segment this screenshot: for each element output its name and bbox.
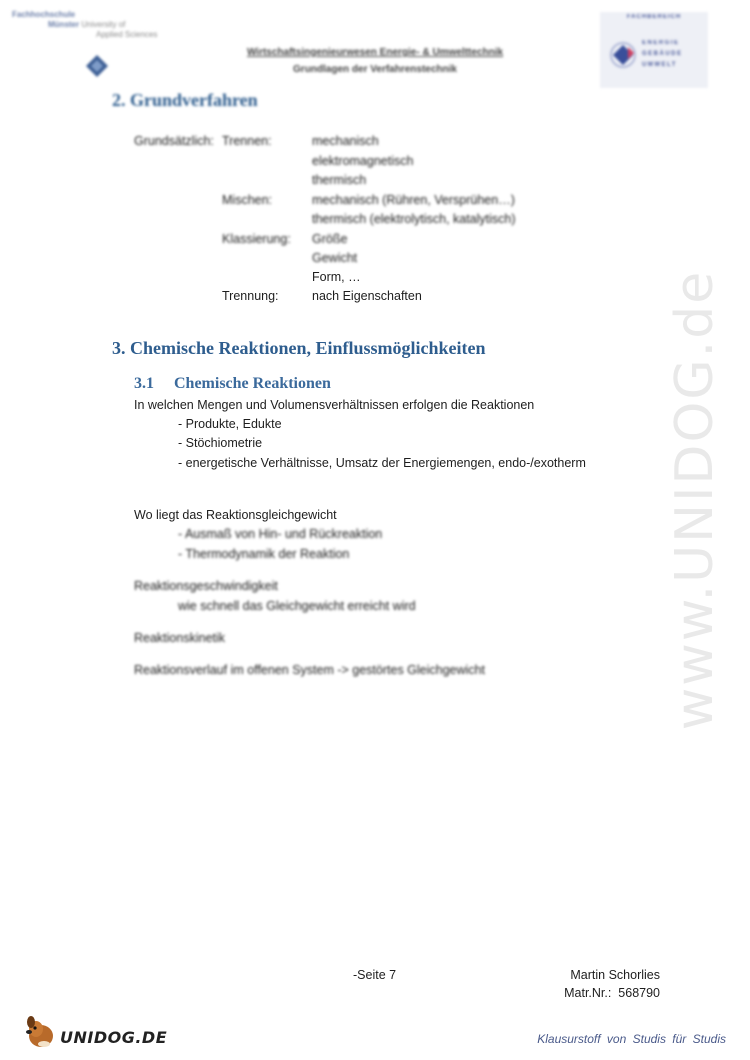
list-item: - Thermodynamik der Reaktion bbox=[178, 547, 350, 561]
kinetics-label: Reaktionskinetik bbox=[134, 631, 226, 645]
dog-icon bbox=[22, 1014, 60, 1050]
open-system-text: Reaktionsverlauf im offenen System -> gestörtes Gleichgewicht bbox=[134, 663, 485, 677]
rate-label: Reaktionsgeschwindigkeit bbox=[134, 579, 278, 593]
row-value: thermisch bbox=[312, 173, 367, 187]
section-2-heading: 2. Grundverfahren bbox=[112, 90, 258, 110]
row-label: Klassierung: bbox=[222, 232, 291, 246]
unidog-logo-text: UNIDOG.DE bbox=[60, 1028, 168, 1047]
course-title: Wirtschaftsingenieurwesen Energie- & Umwelttechnik bbox=[246, 47, 504, 58]
uni-name-1: Fachhochschule bbox=[12, 10, 76, 19]
uni-sub-1: University of bbox=[81, 20, 126, 29]
row-value: mechanisch (Rühren, Versprühen…) bbox=[312, 193, 515, 207]
row-label: Trennung: bbox=[222, 289, 279, 303]
fachbereich-label: FACHBEREICH bbox=[626, 14, 682, 20]
row-label: Trennen: bbox=[222, 134, 272, 148]
fach-line: UMWELT bbox=[642, 62, 677, 68]
uni-sub-2: Applied Sciences bbox=[96, 30, 158, 39]
fachbereich-lines bbox=[642, 38, 706, 71]
list-item: - Ausmaß von Hin- und Rückreaktion bbox=[178, 527, 383, 541]
row-value: mechanisch bbox=[312, 134, 379, 148]
fach-line: ENERGIE bbox=[642, 40, 680, 46]
uni-name-2: Münster bbox=[48, 20, 80, 29]
rate-text: wie schnell das Gleichgewicht erreicht wird bbox=[178, 599, 416, 613]
row-value: elektromagnetisch bbox=[312, 154, 414, 168]
row-value: nach Eigenschaften bbox=[312, 289, 422, 303]
row-value: Größe bbox=[312, 232, 348, 246]
row-value: thermisch (elektrolytisch, katalytisch) bbox=[312, 212, 516, 226]
equilibrium-question: Wo liegt das Reaktionsgleichgewicht bbox=[134, 508, 337, 522]
section-2-lead: Grundsätzlich: bbox=[134, 134, 214, 148]
section-3-heading: 3. Chemische Reaktionen, Einflussmöglichkeiten bbox=[112, 338, 486, 358]
row-label: Mischen: bbox=[222, 193, 273, 207]
section-3-intro: In welchen Mengen und Volumensverhältnissen erfolgen die Reaktionen bbox=[134, 398, 535, 412]
row-value: Gewicht bbox=[312, 251, 358, 265]
watermark-text: www.UNIDOG.de bbox=[665, 269, 725, 731]
list-item: - Stöchiometrie bbox=[178, 436, 263, 450]
matriculation-number: Matr.Nr.: 568790 bbox=[564, 986, 660, 1000]
subject-title: Grundlagen der Verfahrenstechnik bbox=[293, 64, 457, 75]
list-item: - Produkte, Edukte bbox=[178, 417, 282, 431]
university-logo bbox=[12, 10, 157, 40]
fachbereich-diamond-icon bbox=[610, 42, 636, 68]
row-value: Form, … bbox=[312, 270, 361, 284]
author-name: Martin Schorlies bbox=[570, 968, 660, 982]
footer-tagline: Klausurstoff von Studis für Studis bbox=[537, 1032, 726, 1046]
watermark bbox=[640, 260, 750, 740]
fach-line: GEBÄUDE bbox=[642, 51, 683, 57]
list-item: - energetische Verhältnisse, Umsatz der Energiemengen, endo-/exotherm bbox=[178, 456, 586, 470]
section-3-1-heading: 3.1 Chemische Reaktionen bbox=[134, 375, 331, 392]
page-number: -Seite 7 bbox=[353, 968, 397, 982]
